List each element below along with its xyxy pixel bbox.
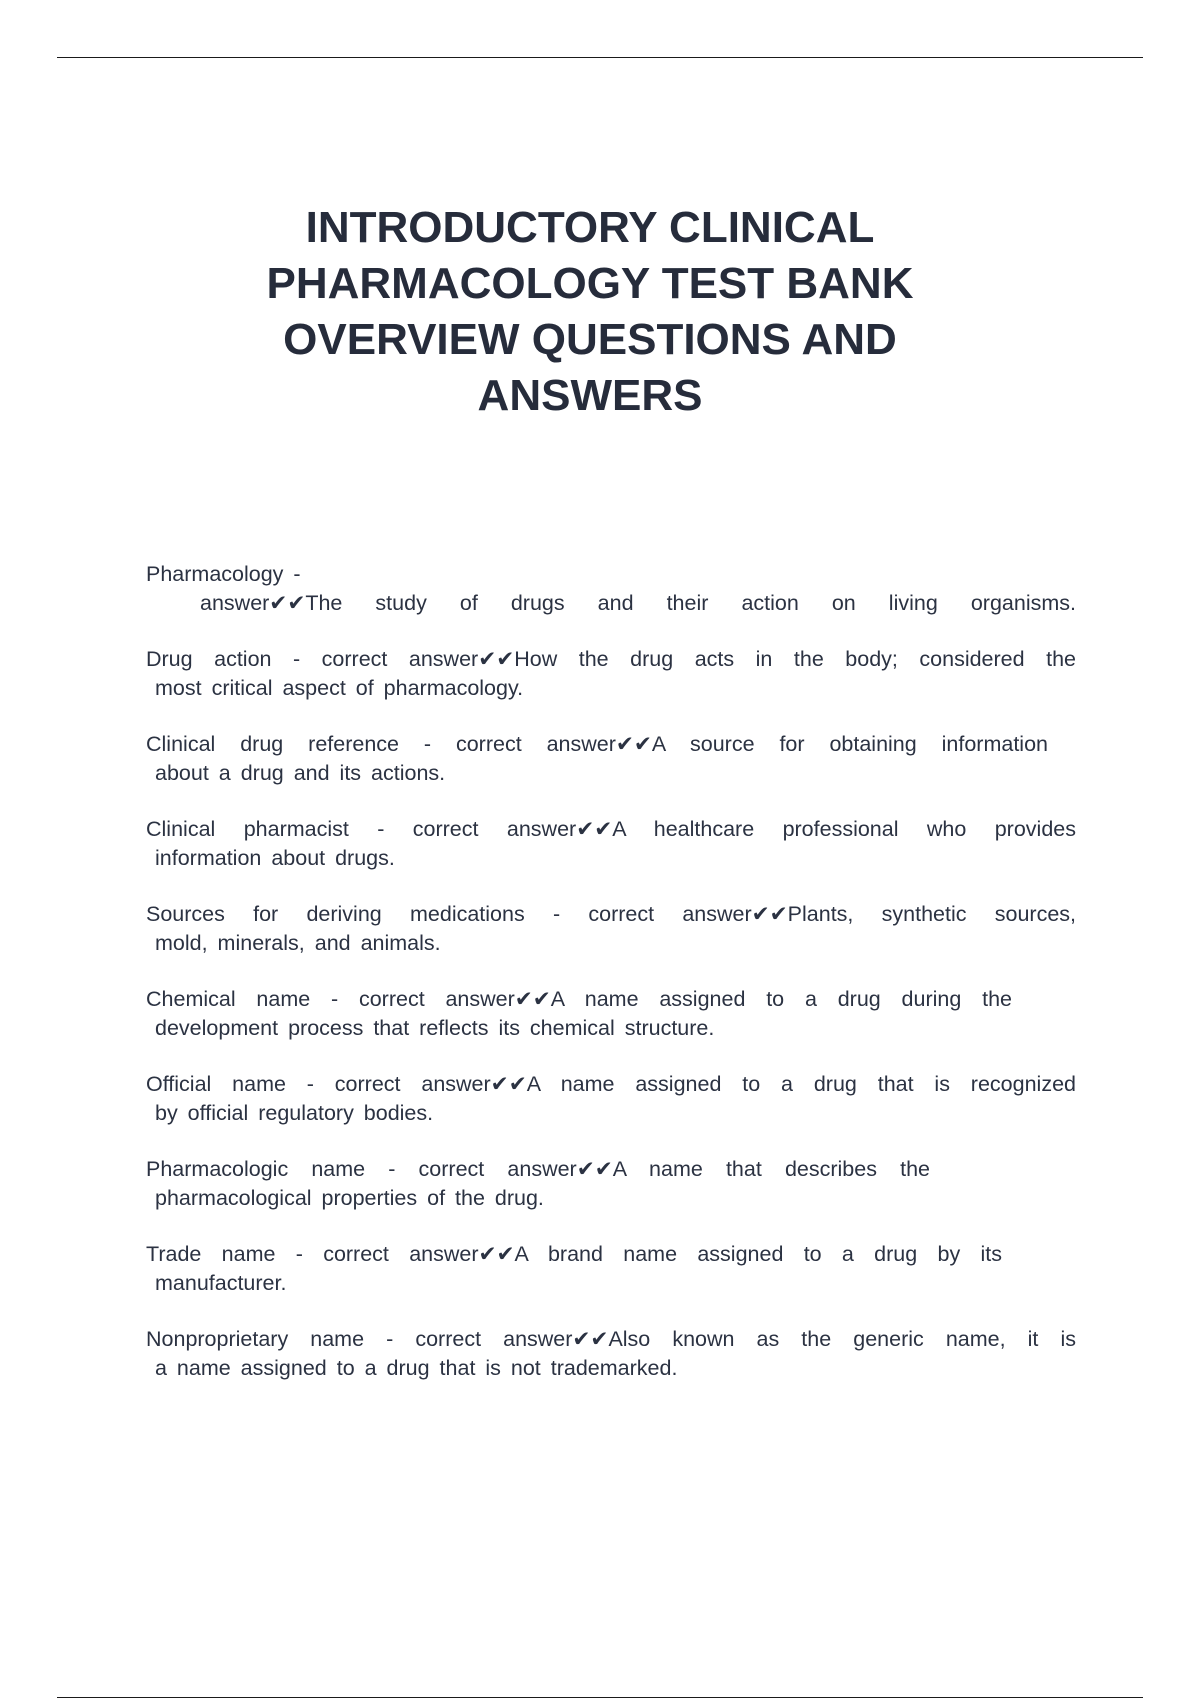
qa-line: Chemical name - correct answer✔✔A name assigned to a drug during the (146, 987, 1012, 1011)
qa-line: Drug action - correct answer✔✔How the drug acts in the body; considered the (146, 647, 1076, 671)
qa-line: development process that reflects its chemical structure. (155, 1016, 715, 1040)
qa-item-trade-name (146, 1240, 1076, 1298)
top-rule (57, 57, 1143, 58)
title-line: PHARMACOLOGY TEST BANK (266, 259, 914, 308)
qa-item-chemical-name (146, 985, 1076, 1043)
title-line: INTRODUCTORY CLINICAL (305, 203, 875, 252)
title-line: OVERVIEW QUESTIONS AND (283, 315, 897, 364)
qa-line: Clinical pharmacist - correct answer✔✔A healthcare professional who provides (146, 817, 1076, 841)
qa-item-clinical-pharmacist (146, 815, 1076, 873)
qa-line: Clinical drug reference - correct answer✔✔A source for obtaining information (146, 732, 1048, 756)
qa-item-drug-action (146, 645, 1076, 703)
qa-item-sources-for-deriving-medications (146, 900, 1076, 958)
qa-line: Official name - correct answer✔✔A name assigned to a drug that is recognized (146, 1072, 1076, 1096)
bottom-rule (57, 1697, 1143, 1698)
qa-line: most critical aspect of pharmacology. (155, 676, 524, 700)
qa-line: Sources for deriving medications - correct answer✔✔Plants, synthetic sources, (146, 902, 1076, 926)
qa-item-pharmacologic-name (146, 1155, 1076, 1213)
document-title (200, 200, 980, 424)
qa-item-clinical-drug-reference (146, 730, 1076, 788)
qa-line: manufacturer. (155, 1271, 287, 1295)
title-line: ANSWERS (477, 371, 703, 420)
qa-line: Trade name - correct answer✔✔A brand name assigned to a drug by its (146, 1242, 1002, 1266)
qa-line: Nonproprietary name - correct answer✔✔Also known as the generic name, it is (146, 1327, 1076, 1351)
qa-line: answer✔✔The study of drugs and their action on living organisms. (200, 591, 1076, 615)
qa-line: pharmacological properties of the drug. (155, 1186, 544, 1210)
qa-line: Pharmacology - (146, 562, 301, 586)
qa-line: mold, minerals, and animals. (155, 931, 441, 955)
qa-line: a name assigned to a drug that is not trademarked. (155, 1356, 678, 1380)
qa-line: Pharmacologic name - correct answer✔✔A name that describes the (146, 1157, 930, 1181)
qa-line: by official regulatory bodies. (155, 1101, 434, 1125)
qa-list (146, 560, 1076, 1410)
qa-line: information about drugs. (155, 846, 395, 870)
qa-line: about a drug and its actions. (155, 761, 446, 785)
qa-item-nonproprietary-name (146, 1325, 1076, 1383)
qa-item-pharmacology (146, 560, 1076, 618)
qa-item-official-name (146, 1070, 1076, 1128)
